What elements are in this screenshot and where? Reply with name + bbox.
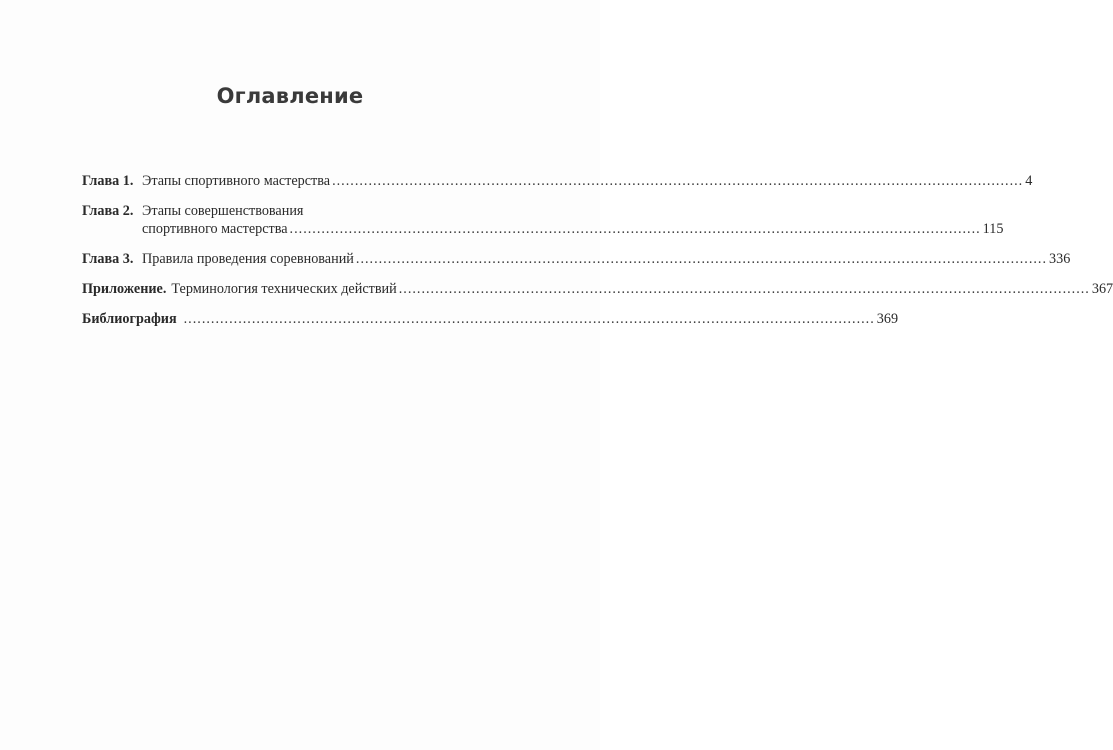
bibliography-label: Библиография [82,311,177,327]
page-number: 4 [1025,173,1033,189]
page-number: 336 [1049,251,1071,267]
chapter-label: Глава 3. [82,251,134,267]
chapter-label: Глава 2. [82,203,134,219]
chapter-title: Правила проведения соревнований [142,251,354,267]
toc-entry-chapter-2[interactable] [82,202,1004,238]
chapter-label: Глава 1. [82,173,134,189]
toc-entry-chapter-1[interactable] [82,172,1033,190]
appendix-label: Приложение. [82,281,167,297]
toc-entry-appendix[interactable] [82,280,1113,298]
appendix-title: Терминология технических действий [171,281,397,297]
dot-leader [356,250,1047,268]
dot-leader [290,220,981,238]
page-title: Оглавление [216,84,364,108]
toc-entry-chapter-3[interactable] [82,250,1071,268]
chapter-title: Этапы спортивного мастерства [142,173,331,189]
dot-leader [184,310,875,328]
chapter-title-line-1: Этапы совершенствования [142,203,304,219]
toc-entry-bibliography[interactable] [82,310,899,328]
chapter-title-line-2: спортивного мастерства [142,221,288,237]
dot-leader [399,280,1090,298]
page-number: 367 [1091,281,1113,297]
page-number: 369 [876,311,899,327]
page-number: 115 [982,221,1004,237]
table-of-contents [82,172,1113,340]
dot-leader [332,172,1023,190]
